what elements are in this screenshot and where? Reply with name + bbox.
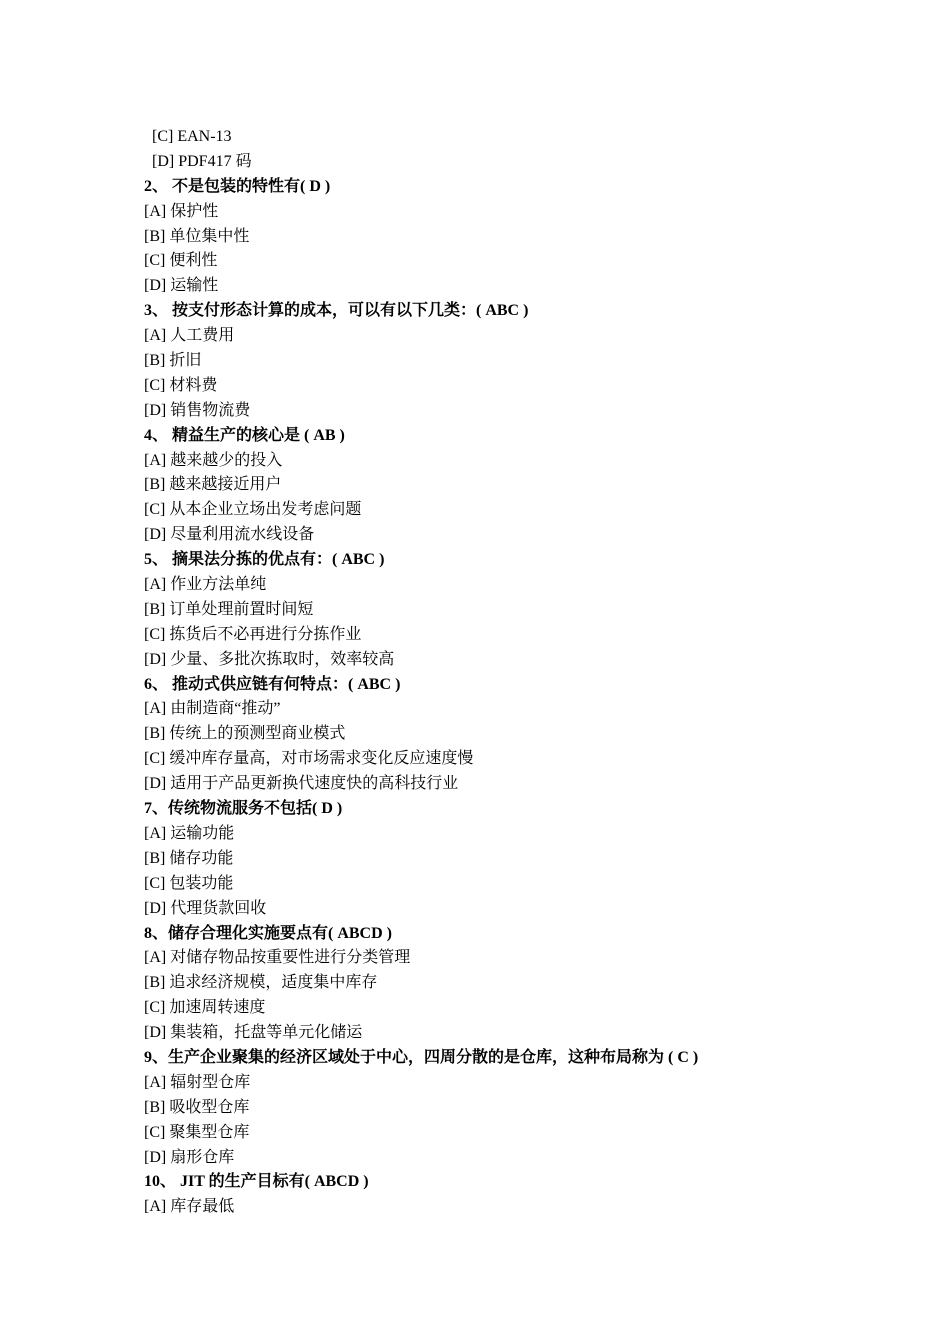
question-line: 7、传统物流服务不包括( D ) [144, 800, 343, 818]
option-line: [A] 辐射型仓库 [144, 1073, 251, 1091]
option-line: [B] 折旧 [144, 352, 202, 370]
option-line: [C] 从本企业立场出发考虑问题 [144, 501, 362, 519]
option-line: [C] 拣货后不必再进行分拣作业 [144, 625, 362, 643]
question-line: 4、 精益生产的核心是 ( AB ) [144, 426, 345, 444]
option-line: [B] 追求经济规模，适度集中库存 [144, 974, 378, 992]
option-line: [D] 尽量利用流水线设备 [144, 526, 315, 544]
question-line: 2、 不是包装的特性有( D ) [144, 177, 331, 195]
option-line: [D] 运输性 [144, 277, 219, 295]
question-line: 8、储存合理化实施要点有( ABCD ) [144, 924, 392, 942]
question-line: 6、 推动式供应链有何特点：( ABC ) [144, 675, 401, 693]
option-line: [D] 代理货款回收 [144, 899, 267, 917]
option-line: [C] 包装功能 [144, 874, 234, 892]
question-line: 10、 JIT 的生产目标有( ABCD ) [144, 1173, 369, 1191]
option-line: [A] 由制造商“推动” [144, 700, 281, 718]
question-line: 5、 摘果法分拣的优点有：( ABC ) [144, 551, 385, 569]
option-line: [D] PDF417 码 [152, 152, 252, 170]
option-line: [C] EAN-13 [152, 128, 232, 145]
question-line: 9、生产企业聚集的经济区域处于中心，四周分散的是仓库，这种布局称为 ( C ) [144, 1048, 699, 1066]
option-line: [D] 扇形仓库 [144, 1148, 235, 1166]
option-line: [A] 作业方法单纯 [144, 576, 267, 594]
question-list [144, 125, 844, 1220]
question-line: 3、 按支付形态计算的成本，可以有以下几类：( ABC ) [144, 302, 529, 320]
option-line: [A] 对储存物品按重要性进行分类管理 [144, 949, 411, 967]
option-line: [D] 销售物流费 [144, 401, 251, 419]
option-line: [C] 加速周转速度 [144, 999, 266, 1017]
option-line: [B] 越来越接近用户 [144, 476, 282, 494]
option-line: [B] 吸收型仓库 [144, 1098, 250, 1116]
option-line: [D] 集装箱，托盘等单元化储运 [144, 1024, 363, 1042]
option-line: [B] 储存功能 [144, 849, 234, 867]
option-line: [D] 少量、多批次拣取时，效率较高 [144, 650, 395, 668]
option-line: [A] 库存最低 [144, 1198, 235, 1216]
option-line: [B] 订单处理前置时间短 [144, 600, 314, 618]
option-line: [A] 保护性 [144, 202, 219, 220]
option-line: [C] 聚集型仓库 [144, 1123, 250, 1141]
option-line: [A] 运输功能 [144, 824, 235, 842]
option-line: [A] 越来越少的投入 [144, 451, 283, 469]
option-line: [D] 适用于产品更新换代速度快的高科技行业 [144, 775, 459, 793]
option-line: [C] 材料费 [144, 376, 218, 394]
option-line: [C] 便利性 [144, 252, 218, 270]
option-line: [C] 缓冲库存量高，对市场需求变化反应速度慢 [144, 750, 474, 768]
option-line: [A] 人工费用 [144, 327, 235, 345]
option-line: [B] 单位集中性 [144, 227, 250, 245]
option-line: [B] 传统上的预测型商业模式 [144, 725, 346, 743]
